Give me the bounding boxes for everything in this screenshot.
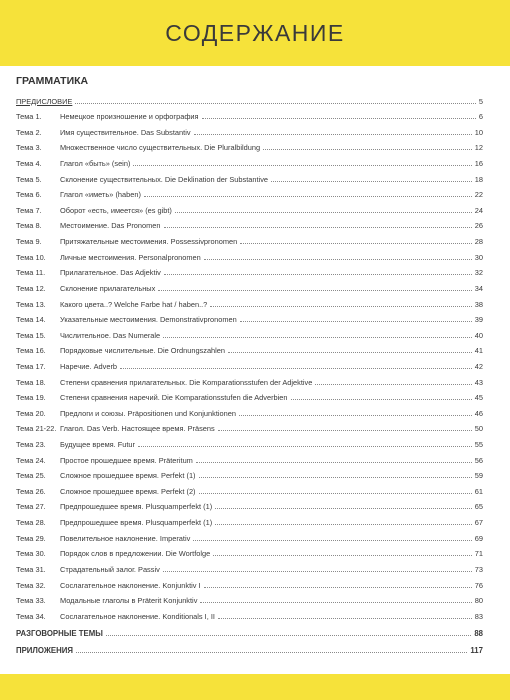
toc-entry-title: Повелительное наклонение. Imperativ xyxy=(60,533,191,543)
toc-entry-title: Предлоги и союзы. Präpositionen und Konjunktionen xyxy=(60,408,236,418)
toc-entry-page: 88 xyxy=(474,628,483,638)
toc-entry-title: Глагол. Das Verb. Настоящее время. Präsens xyxy=(60,424,215,434)
toc-entry-number: Тема 26. xyxy=(16,486,46,496)
toc-entry-title: ПРЕДИСЛОВИЕ xyxy=(16,96,73,106)
toc-entry-page: 30 xyxy=(474,252,483,262)
toc-entry-page: 83 xyxy=(474,611,483,621)
toc-entry-number: Тема 6. xyxy=(16,190,42,200)
toc-entry-title: Местоимение. Das Pronomen xyxy=(60,221,161,231)
toc-entry-page: 67 xyxy=(474,518,483,528)
toc-entry[interactable] xyxy=(16,168,483,184)
toc-entry-title: Глагол «иметь» (haben) xyxy=(60,190,141,200)
toc-entry-number: Тема 14. xyxy=(16,315,46,325)
toc-entry[interactable] xyxy=(16,574,483,590)
dot-leader xyxy=(213,554,472,556)
toc-entry-title: Оборот «есть, имеется» (es gibt) xyxy=(60,205,172,215)
toc-entry-title: Предпрошедшее время. Plusquamperfekt (1) xyxy=(60,518,213,528)
dot-leader xyxy=(210,305,471,307)
dot-leader xyxy=(164,273,472,275)
toc-entry-page: 59 xyxy=(474,471,483,481)
dot-leader xyxy=(271,180,472,182)
dot-leader xyxy=(204,258,472,260)
toc-entry-page: 117 xyxy=(470,645,483,655)
toc-entry-title: Сложное прошедшее время. Perfekt (2) xyxy=(60,486,196,496)
toc-entry-title: Сослагательное наклонение. Konjunktiv I xyxy=(60,580,201,590)
toc-entry-page: 34 xyxy=(474,283,483,293)
toc-entry-number: Тема 1. xyxy=(16,112,42,122)
toc-list xyxy=(16,90,483,655)
toc-entry-page: 39 xyxy=(474,315,483,325)
toc-entry[interactable] xyxy=(16,355,483,371)
dot-leader xyxy=(291,398,472,400)
dot-leader xyxy=(138,445,472,447)
toc-entry-number: Тема 17. xyxy=(16,361,46,371)
toc-entry-page: 40 xyxy=(474,330,483,340)
toc-entry-number: Тема 18. xyxy=(16,377,46,387)
toc-entry-page: 28 xyxy=(474,237,483,247)
toc-entry[interactable] xyxy=(16,121,483,137)
toc-section-entry[interactable] xyxy=(16,621,483,638)
dot-leader xyxy=(218,617,472,619)
toc-entry-title: Притяжательные местоимения. Possessivpronomen xyxy=(60,237,238,247)
toc-entry-title: Простое прошедшее время. Präteritum xyxy=(60,455,193,465)
toc-entry-page: 10 xyxy=(474,127,483,137)
toc-entry-number: Тема 33. xyxy=(16,596,46,606)
toc-entry-number: Тема 9. xyxy=(16,237,42,247)
toc-entry-title: Склонение существительных. Die Deklination der Substantive xyxy=(60,174,268,184)
section-heading: ГРАММАТИКА xyxy=(16,75,89,87)
toc-entry-number: Тема 24. xyxy=(16,455,46,465)
toc-entry[interactable] xyxy=(16,590,483,606)
toc-entry-number: Тема 34. xyxy=(16,611,46,621)
toc-entry-number: Тема 32. xyxy=(16,580,46,590)
toc-entry-title: Какого цвета..? Welche Farbe hat / haben..? xyxy=(60,299,208,309)
dot-leader xyxy=(240,320,472,322)
toc-entry-page: 45 xyxy=(474,393,483,403)
toc-entry-title: Глагол «быть» (sein) xyxy=(60,159,131,169)
toc-entry-preface[interactable] xyxy=(16,90,483,106)
toc-entry[interactable] xyxy=(16,340,483,356)
toc-entry-number: Тема 20. xyxy=(16,408,46,418)
toc-entry[interactable] xyxy=(16,558,483,574)
dot-leader xyxy=(175,211,472,213)
toc-entry[interactable] xyxy=(16,387,483,403)
toc-entry-number: Тема 15. xyxy=(16,330,46,340)
bottom-stripe xyxy=(0,674,510,700)
toc-entry-number: Тема 27. xyxy=(16,502,46,512)
toc-entry[interactable] xyxy=(16,106,483,122)
toc-entry-page: 5 xyxy=(478,96,483,106)
toc-entry-title: Личные местоимения. Personalpronomen xyxy=(60,252,201,262)
dot-leader xyxy=(215,507,472,509)
toc-entry-number: Тема 5. xyxy=(16,174,42,184)
toc-entry-title: Множественное число существительных. Die Pluralbildung xyxy=(60,143,261,153)
toc-entry-title: Имя существительное. Das Substantiv xyxy=(60,127,191,137)
dot-leader xyxy=(120,367,472,369)
toc-entry-title: Страдательный залог. Passiv xyxy=(60,564,160,574)
toc-entry-title: Сослагательное наклонение. Konditionals I, II xyxy=(60,611,215,621)
toc-entry-page: 16 xyxy=(474,159,483,169)
dot-leader xyxy=(200,601,471,603)
toc-entry-title: Сложное прошедшее время. Perfekt (1) xyxy=(60,471,196,481)
dot-leader xyxy=(263,148,472,150)
toc-entry[interactable] xyxy=(16,246,483,262)
toc-entry[interactable] xyxy=(16,324,483,340)
toc-entry-page: 71 xyxy=(474,549,483,559)
dot-leader xyxy=(163,570,472,572)
toc-entry-number: Тема 19. xyxy=(16,393,46,403)
toc-entry-page: 38 xyxy=(474,299,483,309)
toc-entry[interactable] xyxy=(16,277,483,293)
toc-entry-number: Тема 30. xyxy=(16,549,46,559)
toc-entry-title: Степени сравнения наречий. Die Komparationsstufen die Adverbien xyxy=(60,393,288,403)
toc-entry-page: 69 xyxy=(474,533,483,543)
toc-entry-number: Тема 28. xyxy=(16,518,46,528)
dot-leader xyxy=(193,539,471,541)
toc-entry-page: 80 xyxy=(474,596,483,606)
dot-leader xyxy=(228,351,472,353)
dot-leader xyxy=(158,289,471,291)
dot-leader xyxy=(315,383,471,385)
dot-leader xyxy=(163,336,472,338)
toc-entry-title: Будущее время. Futur xyxy=(60,440,136,450)
toc-entry-number: Тема 23. xyxy=(16,440,46,450)
toc-entry-number: Тема 4. xyxy=(16,159,42,169)
toc-entry[interactable] xyxy=(16,511,483,527)
toc-entry[interactable] xyxy=(16,152,483,168)
toc-entry-page: 32 xyxy=(474,268,483,278)
toc-entry-page: 22 xyxy=(474,190,483,200)
toc-entry[interactable] xyxy=(16,402,483,418)
dot-leader xyxy=(75,102,476,104)
toc-entry-page: 12 xyxy=(474,143,483,153)
toc-entry-number: Тема 2. xyxy=(16,127,42,137)
toc-entry-number: Тема 8. xyxy=(16,221,42,231)
toc-entry[interactable] xyxy=(16,137,483,153)
toc-entry[interactable] xyxy=(16,449,483,465)
toc-entry-page: 24 xyxy=(474,205,483,215)
toc-entry-number: Тема 3. xyxy=(16,143,42,153)
toc-entry-page: 50 xyxy=(474,424,483,434)
dot-leader xyxy=(199,492,472,494)
toc-entry-page: 65 xyxy=(474,502,483,512)
toc-entry-title: Склонение прилагательных xyxy=(60,283,156,293)
toc-entry-title: Немецкое произношение и орфография xyxy=(60,112,199,122)
toc-entry-page: 43 xyxy=(474,377,483,387)
toc-entry-number: Тема 31. xyxy=(16,564,46,574)
toc-entry[interactable] xyxy=(16,527,483,543)
dot-leader xyxy=(199,476,472,478)
toc-entry[interactable] xyxy=(16,199,483,215)
toc-entry-number: Тема 10. xyxy=(16,252,46,262)
toc-entry-number: Тема 21-22. xyxy=(16,424,57,434)
toc-entry-title: Порядок слов в предложении. Die Wortfolge xyxy=(60,549,211,559)
toc-entry-page: 46 xyxy=(474,408,483,418)
toc-entry[interactable] xyxy=(16,418,483,434)
toc-entry[interactable] xyxy=(16,465,483,481)
toc-entry-number: Тема 16. xyxy=(16,346,46,356)
toc-section-entry[interactable] xyxy=(16,638,483,655)
dot-leader xyxy=(240,242,472,244)
dot-leader xyxy=(215,523,472,525)
toc-entry-page: 55 xyxy=(474,440,483,450)
toc-entry[interactable] xyxy=(16,230,483,246)
toc-entry-title: Порядковые числительные. Die Ordnungszahlen xyxy=(60,346,226,356)
toc-entry-page: 6 xyxy=(478,112,483,122)
dot-leader xyxy=(218,429,472,431)
toc-entry-title: Числительное. Das Numerale xyxy=(60,330,161,340)
toc-entry-number: Тема 11. xyxy=(16,268,46,278)
toc-entry-page: 56 xyxy=(474,455,483,465)
toc-entry-title: Модальные глаголы в Präterit Konjunktiv xyxy=(60,596,198,606)
toc-entry-page: 42 xyxy=(474,361,483,371)
dot-leader xyxy=(202,117,476,119)
toc-entry-title: Наречие. Adverb xyxy=(60,361,118,371)
toc-entry[interactable] xyxy=(16,543,483,559)
toc-entry-title: Указательные местоимения. Demonstrativpronomen xyxy=(60,315,237,325)
page-title: СОДЕРЖАНИЕ xyxy=(165,20,345,46)
toc-entry[interactable] xyxy=(16,262,483,278)
toc-entry[interactable] xyxy=(16,184,483,200)
toc-entry-title: РАЗГОВОРНЫЕ ТЕМЫ xyxy=(16,628,103,638)
dot-leader xyxy=(76,651,467,653)
dot-leader xyxy=(194,133,472,135)
toc-entry[interactable] xyxy=(16,371,483,387)
toc-entry[interactable] xyxy=(16,433,483,449)
dot-leader xyxy=(144,195,472,197)
toc-entry-page: 73 xyxy=(474,564,483,574)
dot-leader xyxy=(204,586,472,588)
dot-leader xyxy=(164,226,472,228)
toc-entry[interactable] xyxy=(16,605,483,621)
toc-entry-number: Тема 12. xyxy=(16,283,46,293)
toc-entry-number: Тема 29. xyxy=(16,533,46,543)
toc-entry-number: Тема 7. xyxy=(16,205,42,215)
toc-entry-number: Тема 25. xyxy=(16,471,46,481)
toc-entry-page: 61 xyxy=(474,486,483,496)
toc-entry[interactable] xyxy=(16,293,483,309)
toc-entry-page: 26 xyxy=(474,221,483,231)
toc-entry-title: ПРИЛОЖЕНИЯ xyxy=(16,645,73,655)
toc-entry[interactable] xyxy=(16,215,483,231)
toc-entry[interactable] xyxy=(16,496,483,512)
toc-entry[interactable] xyxy=(16,480,483,496)
dot-leader xyxy=(196,461,472,463)
dot-leader xyxy=(239,414,472,416)
toc-entry-title: Предпрошедшее время. Plusquamperfekt (1) xyxy=(60,502,213,512)
toc-entry-page: 18 xyxy=(474,174,483,184)
dot-leader xyxy=(106,634,471,636)
toc-entry[interactable] xyxy=(16,309,483,325)
toc-entry-title: Прилагательное. Das Adjektiv xyxy=(60,268,161,278)
dot-leader xyxy=(133,164,471,166)
toc-entry-page: 41 xyxy=(474,346,483,356)
toc-entry-page: 76 xyxy=(474,580,483,590)
toc-entry-title: Степени сравнения прилагательных. Die Komparationsstufen der Adjektive xyxy=(60,377,313,387)
toc-entry-number: Тема 13. xyxy=(16,299,46,309)
header-banner xyxy=(0,0,510,66)
